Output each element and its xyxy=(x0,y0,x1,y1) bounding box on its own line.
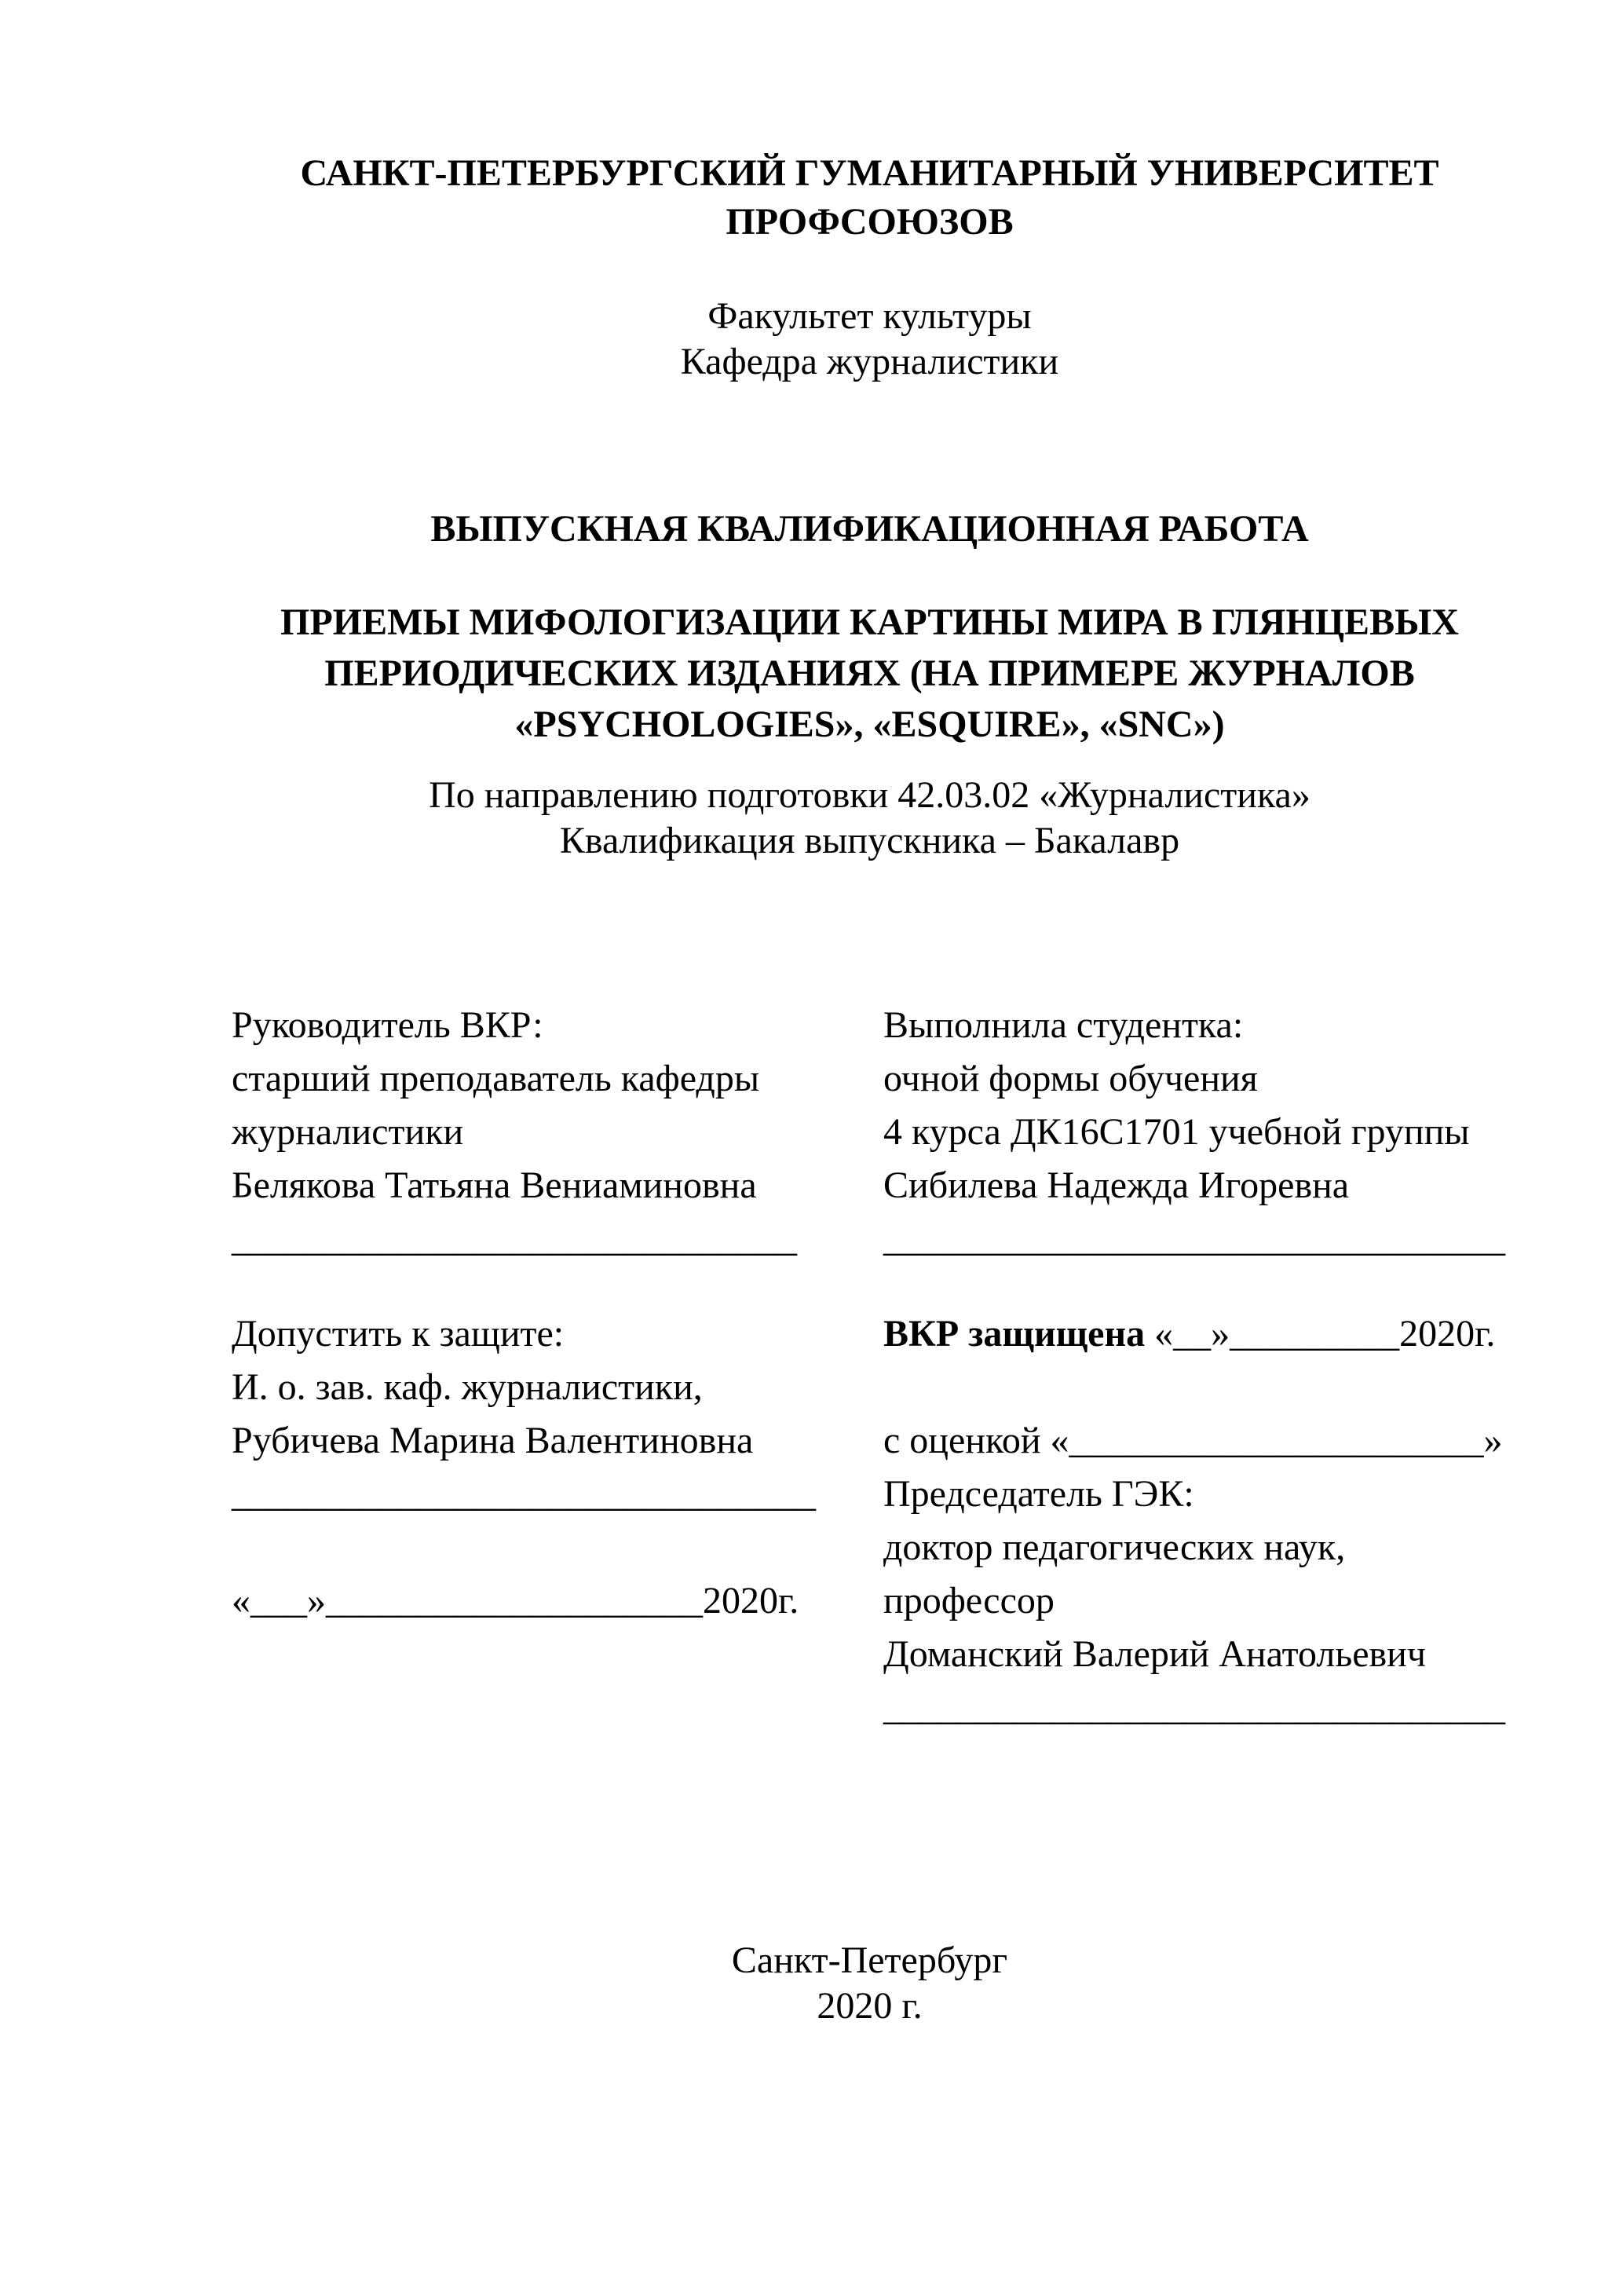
supervisor-position-line1: старший преподаватель кафедры xyxy=(232,1058,760,1099)
qualification-line: Квалификация выпускника – Бакалавр xyxy=(559,820,1180,861)
supervisor-name: Белякова Татьяна Вениаминовна xyxy=(232,1164,757,1206)
defense-spacer xyxy=(883,1361,1512,1414)
thesis-title xyxy=(232,597,1508,750)
direction-line: По направлению подготовки 42.03.02 «Журналистика» xyxy=(429,774,1310,816)
thesis-title-line2: ПЕРИОДИЧЕСКИХ ИЗДАНИЯХ (НА ПРИМЕРЕ ЖУРНАЛОВ xyxy=(324,653,1415,694)
student-block xyxy=(883,999,1512,1266)
student-group-line: 4 курса ДК16С1701 учебной группы xyxy=(883,1111,1470,1153)
supervisor-signature-line: ______________________________ xyxy=(232,1218,797,1260)
supervisor-label: Руководитель ВКР: xyxy=(232,1004,543,1046)
defense-status-bold: ВКР защищена xyxy=(883,1313,1155,1355)
admission-position-line: И. о. зав. каф. журналистики, xyxy=(232,1366,703,1408)
defense-grade-line: с оценкой «______________________» xyxy=(883,1420,1503,1461)
admission-block xyxy=(232,1307,872,1628)
university-name-line1: САНКТ-ПЕТЕРБУРГСКИЙ ГУМАНИТАРНЫЙ УНИВЕРСИТЕТ xyxy=(300,152,1439,194)
university-name xyxy=(232,149,1508,247)
footer-block xyxy=(232,1938,1508,2029)
university-name-line2: ПРОФСОЮЗОВ xyxy=(726,201,1014,243)
student-form-line: очной формы обучения xyxy=(883,1058,1258,1099)
chairman-name: Доманский Валерий Анатольевич xyxy=(883,1633,1427,1675)
thesis-title-line3: «PSYCHOLOGIES», «ESQUIRE», «SNC») xyxy=(514,704,1225,745)
department-line: Кафедра журналистики xyxy=(680,341,1059,382)
year-line: 2020 г. xyxy=(817,1985,923,2027)
student-label: Выполнила студентка: xyxy=(883,1004,1244,1046)
defense-date-rest: «__»_________2020г. xyxy=(1154,1313,1496,1355)
chairman-rank-line: профессор xyxy=(883,1580,1055,1621)
city-line: Санкт-Петербург xyxy=(731,1940,1008,1981)
admission-signature-line: _______________________________ xyxy=(232,1473,816,1515)
faculty-department-block xyxy=(232,294,1508,385)
supervisor-block xyxy=(232,999,872,1266)
thesis-title-line1: ПРИЕМЫ МИФОЛОГИЗАЦИИ КАРТИНЫ МИРА В ГЛЯНЦЕВЫХ xyxy=(280,601,1459,643)
admission-name: Рубичева Марина Валентиновна xyxy=(232,1420,754,1461)
student-name: Сибилева Надежда Игоревна xyxy=(883,1164,1350,1206)
chairman-degree-line: доктор педагогических наук, xyxy=(883,1526,1346,1568)
admission-date-line: «___»____________________2020г. xyxy=(232,1580,799,1621)
admission-spacer xyxy=(232,1521,872,1574)
gek-chairman-label: Председатель ГЭК: xyxy=(883,1473,1194,1515)
work-type-heading: ВЫПУСКНАЯ КВАЛИФИКАЦИОННАЯ РАБОТА xyxy=(430,508,1309,550)
admission-label: Допустить к защите: xyxy=(232,1313,565,1355)
direction-qualification-block xyxy=(232,773,1508,864)
student-signature-line: _________________________________ xyxy=(883,1218,1505,1260)
faculty-line: Факультет культуры xyxy=(707,295,1032,337)
defense-block xyxy=(883,1307,1512,1735)
defense-status-line xyxy=(883,1307,1512,1361)
supervisor-position-line2: журналистики xyxy=(232,1111,464,1153)
defense-signature-line: _________________________________ xyxy=(883,1687,1505,1728)
